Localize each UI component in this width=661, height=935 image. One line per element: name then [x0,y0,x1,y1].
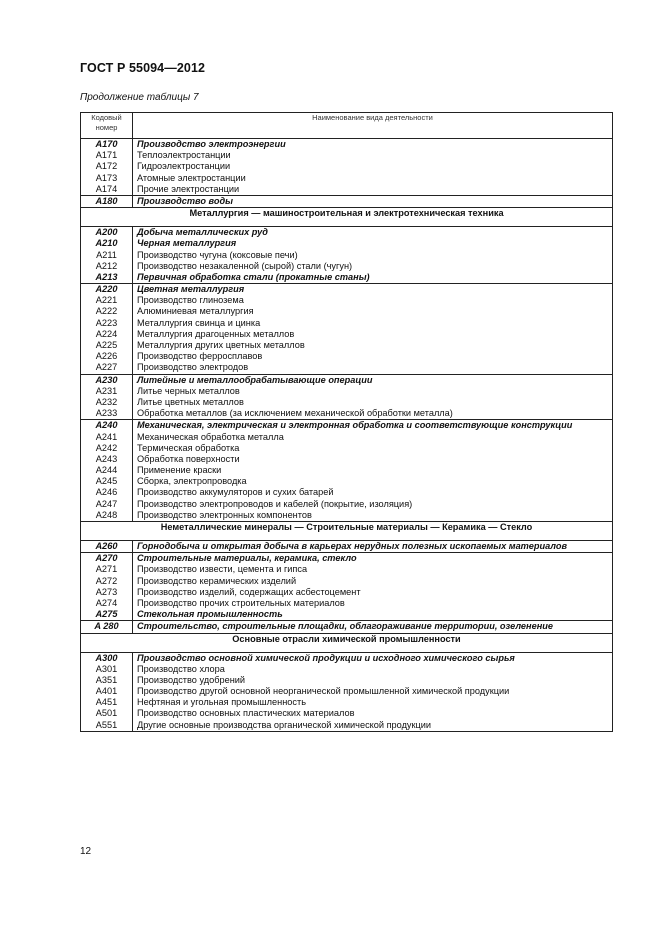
activity-name: Теплоэлектростанции [137,150,231,161]
activity-name: Обработка металлов (за исключением механической обработки металла) [137,408,453,419]
activity-code: A551 [95,719,118,730]
name-cell [133,284,613,375]
activity-code: A245 [95,476,118,487]
table-row-group [81,420,613,522]
name-cell [133,420,613,522]
activity-name: Литейные и металлообрабатывающие операции [137,374,373,385]
section-heading-row [81,208,613,227]
activity-code: A246 [95,487,118,498]
activity-name: Производство глинозема [137,295,244,306]
activity-name: Другие основные производства органической химической продукции [137,719,432,730]
activity-code: A401 [95,686,118,697]
activity-code: A240 [95,420,118,431]
activity-code: A242 [95,442,118,453]
activity-code: A244 [95,465,118,476]
name-cell [133,553,613,621]
activity-name: Горнодобыча и открытая добыча в карьерах нерудных полезных ископаемых материалов [137,541,568,551]
activity-name: Производство электродов [137,362,249,373]
activity-code: A225 [95,340,118,350]
table-row-group [81,541,613,553]
table-row-group [81,195,613,207]
activity-code: A200 [95,227,118,238]
activity-name: Термическая обработка [137,442,240,453]
activity-name: Производство воды [137,195,233,206]
activity-code: A173 [95,172,118,183]
activity-name: Гидроэлектростанции [137,161,231,172]
activity-code: A211 [96,249,117,260]
document-header: ГОСТ Р 55094—2012 [80,61,206,75]
activity-code: A171 [95,150,118,161]
activity-code: A212 [95,260,118,271]
activity-name: Строительство, строительные площадки, облагораживание территории, озеленение [137,621,553,632]
activity-code: A271 [95,564,118,575]
name-cell [133,195,613,207]
activity-code: A270 [95,553,118,564]
activity-name: Обработка поверхности [137,453,240,464]
activity-name: Производство аккумуляторов и сухих батарей [137,487,334,498]
activity-name: Производство чугуна (коксовые печи) [137,249,298,260]
activity-code: A 280 [94,621,119,632]
activity-code: A241 [95,431,118,442]
activity-name: Производство электроэнергии [137,139,286,149]
code-cell [81,195,133,207]
activity-code: A247 [95,498,118,509]
code-cell [81,541,133,553]
name-cell [133,541,613,553]
activity-name: Цветная металлургия [137,284,245,295]
code-cell [81,553,133,621]
activity-name: Механическая обработка металла [137,431,284,442]
activity-code: A221 [95,295,118,306]
code-column-header [81,113,133,139]
activity-name: Производство незакаленной (сырой) стали (чугун) [137,260,353,271]
code-cell [81,284,133,375]
activity-code: A451 [95,697,118,708]
section-heading: Основные отрасли химической промышленности [81,633,613,652]
activity-code: A232 [95,396,118,407]
page-number: 12 [80,846,92,857]
table-row-group [81,227,613,284]
name-cell [133,621,613,633]
section-heading-row [81,633,613,652]
activity-code: A272 [95,575,118,586]
activity-code: A274 [95,597,118,608]
activity-code: A220 [95,284,118,295]
activity-name: Производство прочих строительных материалов [137,597,345,608]
activity-name: Применение краски [137,465,222,476]
activity-name: Литье черных металлов [137,385,240,396]
section-heading: Металлургия — машиностроительная и электротехническая техника [81,208,613,227]
name-cell [133,374,613,420]
activity-name: Атомные электростанции [137,172,246,183]
activity-name: Литье цветных металлов [137,396,244,407]
code-header-line-1: Кодовый [91,113,122,122]
activity-name: Производство основных пластических материалов [137,708,355,719]
name-cell [133,139,613,196]
activity-name: Прочие электростанции [137,183,240,194]
activity-name: Первичная обработка стали (прокатные станы) [137,271,370,282]
activity-code: A230 [95,374,118,385]
activity-code: A243 [95,453,118,464]
code-cell [81,139,133,196]
activity-code: A301 [95,663,118,674]
code-cell [81,652,133,731]
activity-name: Производство извести, цемента и гипса [137,564,308,575]
activity-code: A170 [95,139,118,149]
code-header-line-2: номер [95,123,118,132]
table-row-group [81,374,613,420]
activity-name: Металлургия свинца и цинка [137,317,261,328]
activity-code: A172 [95,161,118,172]
table-row-group [81,139,613,196]
activity-name: Механическая, электрическая и электронная обработка и соответствующие конструкции [137,420,573,431]
name-cell [133,652,613,731]
activity-name: Стекольная промышленность [137,609,283,620]
activity-code: A233 [95,408,118,419]
code-cell [81,374,133,420]
activity-code: A231 [95,385,118,396]
activity-name: Производство электропроводов и кабелей (покрытие, изоляция) [137,498,413,509]
activity-name: Производство хлора [137,663,225,674]
activity-code: A226 [95,351,118,362]
activity-name: Алюминиевая металлургия [137,306,254,317]
code-cell [81,621,133,633]
activity-code: A227 [95,362,118,373]
activity-name: Производство керамических изделий [137,575,297,586]
activity-code: A213 [95,271,118,282]
activity-code: A224 [95,328,118,339]
activity-name: Производство основной химической продукции и исходного химического сырья [137,652,515,663]
activity-code: A260 [95,541,118,551]
activity-table [80,112,613,732]
table-caption: Продолжение таблицы 7 [80,92,199,103]
activity-code: A180 [95,195,118,206]
section-heading: Неметаллические минералы — Строительные материалы — Керамика — Стекло [81,522,613,541]
name-column-header: Наименование вида деятельности [133,113,613,139]
table-row-group [81,284,613,375]
table-header-row [81,113,613,139]
activity-code: A300 [95,652,118,663]
activity-name: Производство электронных компонентов [137,509,312,520]
name-cell [133,227,613,284]
code-cell [81,227,133,284]
activity-code: A210 [95,238,118,249]
activity-code: A223 [95,317,118,328]
activity-code: A275 [95,609,118,620]
section-heading-row [81,522,613,541]
activity-code: A174 [95,183,118,194]
activity-name: Строительные материалы, керамика, стекло [137,553,357,564]
table-row-group [81,652,613,731]
activity-code: A248 [95,509,118,520]
activity-name: Сборка, электропроводка [137,476,247,487]
table-row-group [81,621,613,633]
table-row-group [81,553,613,621]
activity-name: Металлургия других цветных металлов [137,340,305,350]
activity-name: Производство изделий, содержащих асбестоцемент [137,586,361,597]
activity-name: Производство удобрений [137,674,246,685]
activity-name: Нефтяная и угольная промышленность [137,697,306,708]
activity-name: Производство ферросплавов [137,351,263,362]
activity-name: Металлургия драгоценных металлов [137,328,295,339]
activity-code: A351 [95,674,118,685]
activity-code: A222 [95,306,118,317]
activity-name: Черная металлургия [137,238,237,249]
activity-name: Производство другой основной неорганической промышленной химической продукции [137,686,510,697]
activity-code: A501 [95,708,118,719]
activity-code: A273 [95,586,118,597]
code-cell [81,420,133,522]
activity-name: Добыча металлических руд [137,227,268,238]
